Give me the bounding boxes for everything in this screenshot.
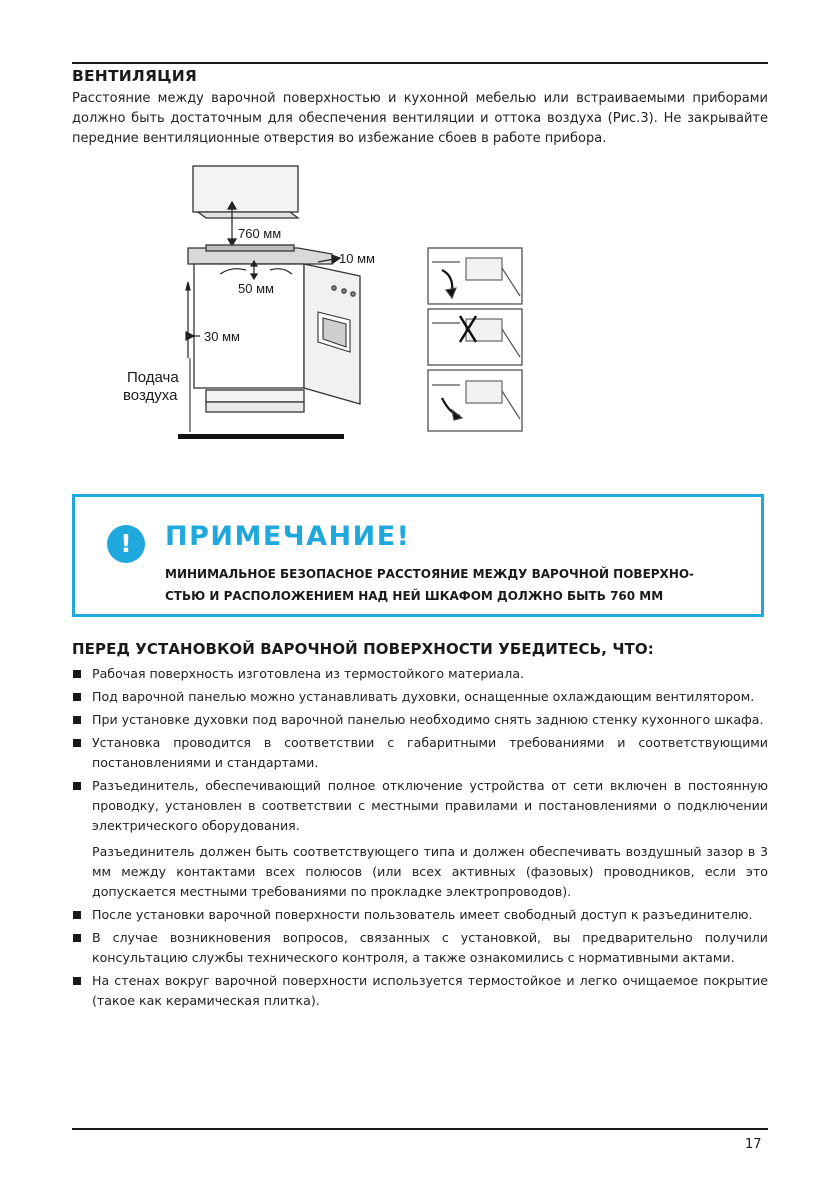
label-760: 760 мм: [238, 226, 282, 241]
ventilation-text: Расстояние между варочной поверхностью и кухонной мебелью или встраиваемыми приборами должно быть достаточным для обеспечения вентиляции и оттока воздуха (Рис.3). Не закрывайте передние вентиляционные отверстия во избежание сбоев в работе прибора.: [72, 91, 768, 146]
list-item: После установки варочной поверхности пользователь имеет свободный доступ к разъединителю.: [72, 905, 768, 925]
page-number: 17: [745, 1137, 762, 1152]
checklist: [72, 664, 768, 1011]
air-supply-line1: Подача: [127, 369, 179, 386]
bottom-rule: [72, 1128, 768, 1130]
note-box: [72, 494, 764, 617]
note-text: [165, 563, 755, 607]
air-supply-line2: воздуха: [123, 387, 178, 404]
checklist-title: ПЕРЕД УСТАНОВКОЙ ВАРОЧНОЙ ПОВЕРХНОСТИ УБЕДИТЕСЬ, ЧТО:: [72, 640, 654, 658]
wall-cabinet: [193, 166, 298, 218]
exclamation-icon: !: [107, 525, 145, 563]
list-item-continuation: Разъединитель должен быть соответствующего типа и должен обеспечивать воздушный зазор в 3 мм между контактами всех полюсов (или всех активных (фазовых) проводников, если это допускается местными требованиями по прокладке электропроводов).: [92, 844, 768, 899]
side-panels: [428, 248, 522, 431]
note-title: ПРИМЕЧАНИЕ!: [165, 521, 411, 552]
list-item: Разъединитель, обеспечивающий полное отключение устройства от сети включен в постоянную проводку, установлен в соответствии с местными правилами и постановлениями о подключении электрического оборудования.: [72, 776, 768, 836]
list-item: Установка проводится в соответствии с габаритными требованиями и соответствующими постановлениями и стандартами.: [72, 733, 768, 773]
list-item: При установке духовки под варочной панелью необходимо снять заднюю стенку кухонного шкафа.: [72, 710, 768, 730]
list-item: Рабочая поверхность изготовлена из термостойкого материала.: [72, 664, 768, 684]
worktop: [188, 245, 332, 264]
label-50: 50 мм: [238, 281, 274, 296]
label-30: 30 мм: [204, 329, 240, 344]
list-item: Под варочной панелью можно устанавливать духовки, оснащенные охлаждающим вентилятором.: [72, 687, 768, 707]
top-rule: [72, 62, 768, 64]
floor-line: [178, 434, 344, 439]
label-10: 10 мм: [339, 251, 375, 266]
ventilation-title: ВЕНТИЛЯЦИЯ: [72, 67, 198, 85]
note-line-2: СТЬЮ И РАСПОЛОЖЕНИЕМ НАД НЕЙ ШКАФОМ ДОЛЖНО БЫТЬ 760 ММ: [165, 589, 664, 603]
note-line-1: МИНИМАЛЬНОЕ БЕЗОПАСНОЕ РАССТОЯНИЕ МЕЖДУ ВАРОЧНОЙ ПОВЕРХНО-: [165, 567, 695, 581]
ventilation-figure: [120, 158, 540, 458]
list-item: На стенах вокруг варочной поверхности используется термостойкое и легко очищаемое покрытие (такое как керамическая плитка).: [72, 971, 768, 1011]
dim-760: [228, 202, 236, 246]
list-item: В случае возникновения вопросов, связанных с установкой, вы предварительно получили консультацию службы технического контроля, а также ознакомились с нормативными актами.: [72, 928, 768, 968]
